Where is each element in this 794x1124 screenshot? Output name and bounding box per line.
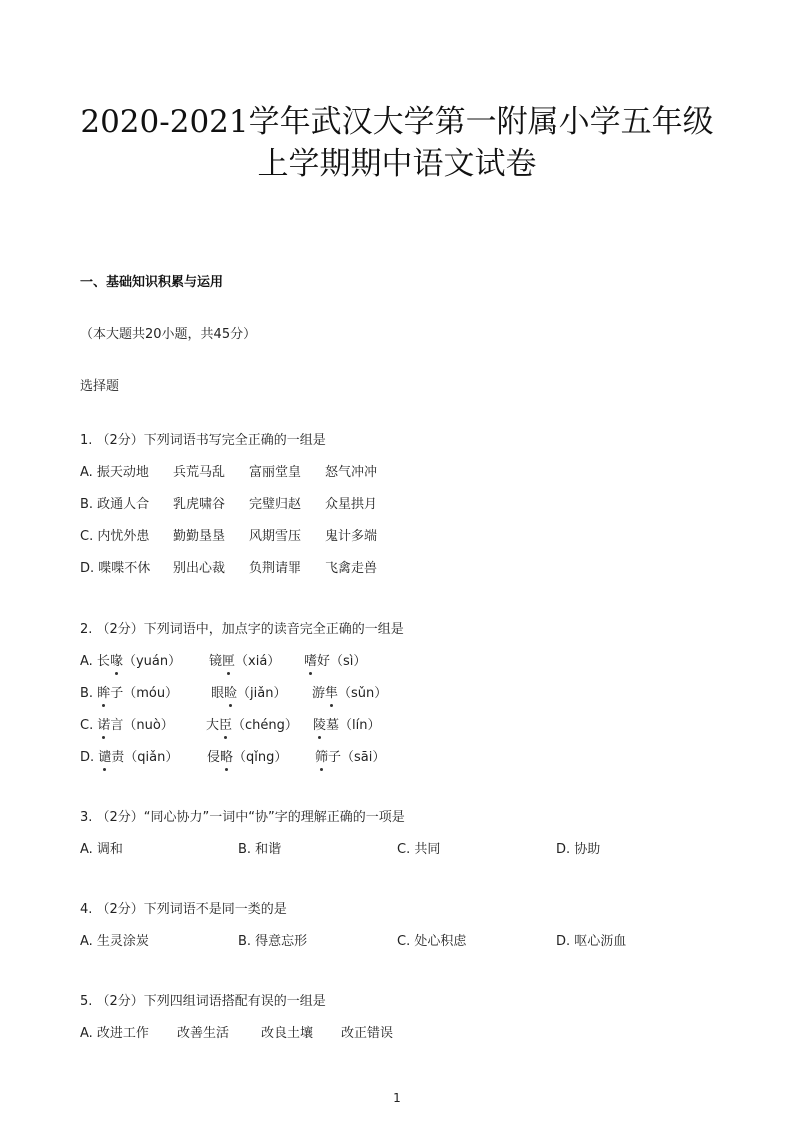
emphasis-dot-char: 臣 — [219, 714, 232, 733]
emphasis-dot-char: 嗜 — [304, 650, 317, 669]
q1-option-a-word-4: 怒气冲冲 — [325, 465, 378, 480]
question-2-stem: 2. （2分）下列词语中，加点字的读音完全正确的一组是 — [80, 622, 404, 637]
q3-option-c: C. 共同 — [397, 842, 441, 857]
q2-option-d-word-3: 筛子（sāi） — [315, 746, 385, 765]
q1-option-b-word-3: 完璧归赵 — [249, 497, 302, 512]
q1-option-d-word-1: D. 喋喋不休 — [80, 561, 151, 576]
q4-option-b: B. 得意忘形 — [238, 934, 308, 949]
question-3-stem: 3. （2分）“同心协力”一词中“协”字的理解正确的一项是 — [80, 810, 405, 825]
q1-option-b-word-1: B. 政通人合 — [80, 497, 150, 512]
document-title-line-2: 上学期期中语文试卷 — [257, 146, 537, 182]
q5-option-a-word-3: 改良土壤 — [261, 1026, 314, 1041]
question-type-label: 选择题 — [80, 379, 120, 394]
emphasis-dot-char: 诺 — [97, 714, 110, 733]
emphasis-dot-char: 眸 — [97, 682, 110, 701]
q5-option-a-word-2: 改善生活 — [177, 1026, 230, 1041]
q2-option-a-word-1: A. 长喙（yuán） — [80, 650, 181, 669]
q2-option-b-word-1: B. 眸子（móu） — [80, 682, 178, 701]
q2-option-b-word-3: 游隼（sǔn） — [312, 682, 387, 701]
q3-option-a: A. 调和 — [80, 842, 123, 857]
q3-option-b: B. 和谐 — [238, 842, 282, 857]
document-title-line-1: 2020-2021学年武汉大学第一附属小学五年级 — [80, 104, 714, 140]
emphasis-dot-char: 睑 — [224, 682, 237, 701]
q4-option-a: A. 生灵涂炭 — [80, 934, 149, 949]
emphasis-dot-char: 陵 — [313, 714, 326, 733]
emphasis-dot-char: 匣 — [222, 650, 235, 669]
q2-option-c-word-3: 陵墓（lín） — [313, 714, 380, 733]
question-5-stem: 5. （2分）下列四组词语搭配有误的一组是 — [80, 994, 326, 1009]
q1-option-a-word-2: 兵荒马乱 — [173, 465, 226, 480]
q3-option-d: D. 协助 — [556, 842, 601, 857]
q1-option-c-word-4: 鬼计多端 — [325, 529, 378, 544]
q2-option-d-word-2: 侵略（qǐng） — [207, 746, 287, 765]
section-heading: 一、基础知识积累与运用 — [80, 275, 224, 290]
emphasis-dot-char: 谴 — [98, 746, 111, 765]
q4-option-d: D. 呕心沥血 — [556, 934, 627, 949]
q2-option-c-word-1: C. 诺言（nuò） — [80, 714, 174, 733]
q1-option-d-word-2: 别出心裁 — [173, 561, 226, 576]
q1-option-c-word-1: C. 内忧外患 — [80, 529, 150, 544]
q1-option-d-word-3: 负荆请罪 — [249, 561, 302, 576]
emphasis-dot-char: 隼 — [325, 682, 338, 701]
q1-option-a-word-3: 富丽堂皇 — [249, 465, 302, 480]
q4-option-c: C. 处心积虑 — [397, 934, 467, 949]
q2-option-b-word-2: 眼睑（jiǎn） — [211, 682, 286, 701]
q2-option-d-word-1: D. 谴责（qiǎn） — [80, 746, 178, 765]
emphasis-dot-char: 略 — [220, 746, 233, 765]
q1-option-c-word-3: 风期雪压 — [249, 529, 302, 544]
question-4-stem: 4. （2分）下列词语不是同一类的是 — [80, 902, 287, 917]
emphasis-dot-char: 喙 — [110, 650, 123, 669]
q1-option-a-word-1: A. 振天动地 — [80, 465, 149, 480]
section-note: （本大题共20小题，共45分） — [80, 327, 257, 342]
q2-option-c-word-2: 大臣（chéng） — [206, 714, 298, 733]
q1-option-b-word-2: 乳虎啸谷 — [173, 497, 226, 512]
q1-option-d-word-4: 飞禽走兽 — [325, 561, 378, 576]
question-1-stem: 1. （2分）下列词语书写完全正确的一组是 — [80, 433, 326, 448]
q5-option-a-word-1: A. 改进工作 — [80, 1026, 149, 1041]
q5-option-a-word-4: 改正错误 — [341, 1026, 394, 1041]
q1-option-b-word-4: 众星拱月 — [325, 497, 378, 512]
q2-option-a-word-3: 嗜好（sì） — [304, 650, 366, 669]
emphasis-dot-char: 筛 — [315, 746, 328, 765]
q1-option-c-word-2: 勤勤垦垦 — [173, 529, 226, 544]
q2-option-a-word-2: 镜匣（xiá） — [209, 650, 280, 669]
page-number: 1 — [393, 1091, 401, 1105]
